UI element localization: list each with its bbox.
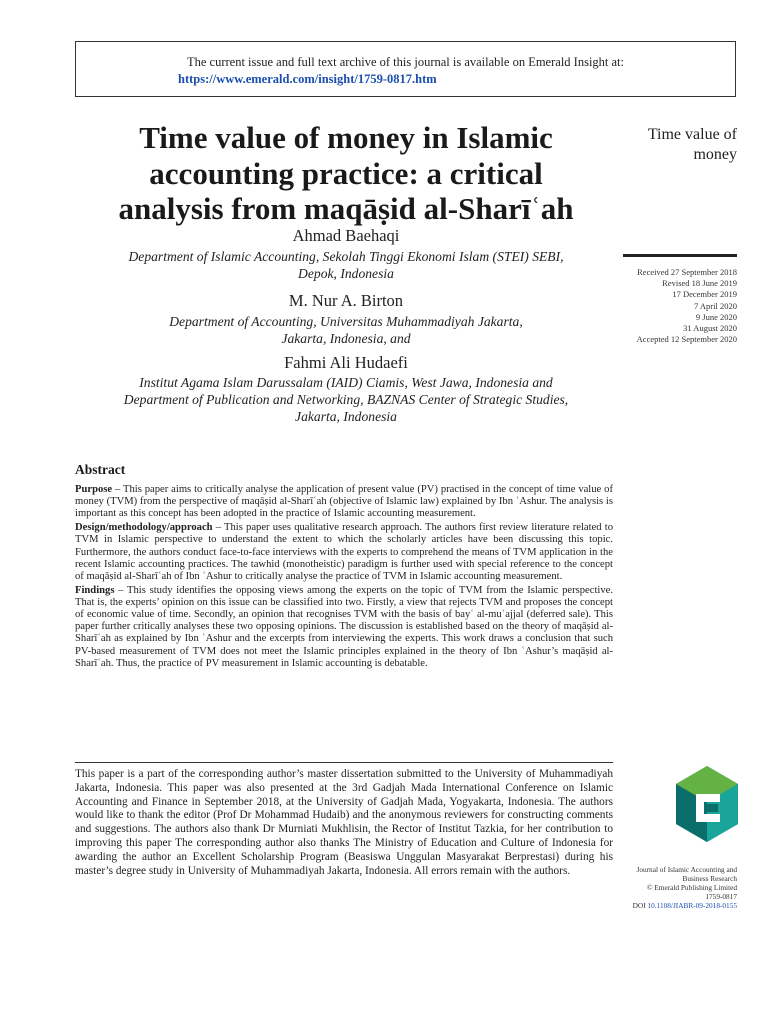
journal-name-line: Journal of Islamic Accounting and bbox=[636, 865, 737, 874]
journal-copyright: © Emerald Publishing Limited bbox=[646, 883, 737, 892]
author-affiliation bbox=[72, 314, 620, 348]
abstract-section-label: Design/methodology/approach bbox=[75, 522, 213, 534]
abstract-section-text: – This paper aims to critically analyse the application of present value (PV) practised in the concept of time value of money (TVM) from the perspective of maqāṣid al-Sharīʿah (objective of Islamic law) explained by Ibn ʿAshur. The analysis is important as this concept has been adopted in the practice of Islamic accounting measurement. bbox=[75, 484, 613, 520]
author-name: Ahmad Baehaqi bbox=[292, 226, 400, 245]
abstract-section-label: Purpose bbox=[75, 484, 113, 495]
title-line: accounting practice: a critical bbox=[149, 155, 543, 191]
date-line: 9 June 2020 bbox=[695, 311, 737, 322]
author-affiliation bbox=[72, 249, 620, 283]
affiliation-line: Department of Publication and Networking, BAZNAS Center of Strategic Studies, bbox=[123, 391, 569, 407]
date-line: Revised 18 June 2019 bbox=[662, 278, 737, 289]
abstract-section-label: Findings bbox=[75, 584, 115, 596]
sidebar-rule bbox=[623, 254, 737, 257]
author-name: M. Nur A. Birton bbox=[288, 291, 404, 310]
doi-label: DOI bbox=[632, 901, 646, 910]
running-title bbox=[600, 125, 737, 165]
affiliation-line: Department of Accounting, Universitas Muhammadiyah Jakarta, bbox=[169, 314, 523, 329]
journal-issn: 1759-0817 bbox=[705, 892, 737, 901]
archive-notice-box bbox=[75, 41, 736, 97]
date-line: 7 April 2020 bbox=[694, 300, 737, 311]
date-line: Accepted 12 September 2020 bbox=[636, 334, 737, 345]
title-line: Time value of money in Islamic bbox=[139, 120, 553, 155]
affiliation-line: Jakarta, Indonesia, and bbox=[281, 330, 411, 346]
date-line: 31 August 2020 bbox=[683, 323, 737, 334]
author-affiliation bbox=[72, 375, 620, 425]
title-line: analysis from maqāṣid al-Sharīʿah bbox=[118, 191, 574, 226]
emerald-logo-icon bbox=[674, 764, 740, 844]
author-name: Fahmi Ali Hudaefi bbox=[284, 353, 408, 372]
date-line: Received 27 September 2018 bbox=[637, 267, 737, 277]
archive-url-link[interactable]: https://www.emerald.com/insight/1759-0817.htm bbox=[178, 72, 437, 86]
journal-name-line: Business Research bbox=[682, 874, 737, 883]
archive-notice-text: The current issue and full text archive of this journal is available on Emerald Insight at: bbox=[186, 55, 625, 69]
abstract-body bbox=[75, 484, 613, 672]
running-title-line: Time value of bbox=[647, 126, 737, 143]
abstract-section-text: – This study identifies the opposing views among the experts on the topic of TVM from the Islamic perspective. That is, the experts’ opinion on this issue can be classified into two. Firstly, a view that rejects TVM and proposes the concept of economic value of time. Secondly, an opinion that recognises TVM with the basis of bayʿ al-muʾajjal (deferred sale). This paper further critically analyses these two opposing opinions. The discussion is established based on the theory of maqāṣid al-Sharīʿah as explained by Ibn ʿAshur and the excerpts from interviewing the experts. This work draws a conclusion that such PV-based measurement of TVM does not meet the Islamic principles explained in the theory of Ibn ʿAshur’s maqāṣid al-Sharīʿah. Thus, the practice of PV measurement in Islamic accounting is debatable. bbox=[75, 584, 613, 669]
article-title bbox=[72, 120, 620, 227]
doi-link[interactable]: 10.1108/JIABR-09-2018-0155 bbox=[647, 901, 737, 910]
journal-doi bbox=[600, 901, 737, 910]
abstract-section bbox=[75, 484, 613, 521]
running-title-line: money bbox=[693, 146, 737, 163]
abstract-heading: Abstract bbox=[75, 462, 126, 477]
abstract-section bbox=[75, 522, 613, 583]
footnote-rule bbox=[75, 762, 613, 763]
date-line: 17 December 2019 bbox=[672, 289, 737, 300]
acknowledgement-footnote: This paper is a part of the corresponding author’s master dissertation submitted to the University of Muhammadiyah Jakarta, Indonesia. This paper was also presented at the 3rd Gadjah Mada International Conference on Islamic Accounting and Finance in September 2018, at the University of Gadjah Mada, Yogyakarta, Indonesia. The authors would like to thank the editor (Prof Dr Mohammad Hudaib) and the anonymous reviewers for constructing comments and suggestions. The authors also thank Dr Murniati Mukhlisin, the Rector of Institut Tazkia, for her contribution to improving this paper The corresponding author also thanks The Ministry of Education and Culture of Indonesia for awarding the author an Excellent Scholarship Program (Beasiswa Unggulan Masyarakat Berprestasi) during his master’s degree study in University of Muhammadiyah Jakarta, Indonesia. All errors remain with the authors. bbox=[75, 768, 613, 877]
affiliation-line: Jakarta, Indonesia bbox=[295, 408, 397, 424]
affiliation-line: Depok, Indonesia bbox=[298, 265, 394, 281]
journal-info bbox=[600, 865, 737, 910]
abstract-section-text: – This paper uses qualitative research approach. The authors first review literature related to TVM in Islamic perspective to understand the extent to which the scholarly articles have been discussing this topic. Furthermore, the authors conduct face-to-face interviews with the experts to comprehend the means of TVM application in the recent Islamic accounting practices. The tawhid (monotheistic) paradigm is further used with special reference to the concept of maqāṣid al-Sharīʿah of Ibn ʿAshur to critically analyse the practice of TVM in Islamic accounting measurement. bbox=[75, 522, 613, 582]
affiliation-line: Department of Islamic Accounting, Sekolah Tinggi Ekonomi Islam (STEI) SEBI, bbox=[128, 249, 564, 264]
affiliation-line: Institut Agama Islam Darussalam (IAID) Ciamis, West Jawa, Indonesia and bbox=[139, 375, 553, 390]
abstract-section bbox=[75, 585, 613, 670]
